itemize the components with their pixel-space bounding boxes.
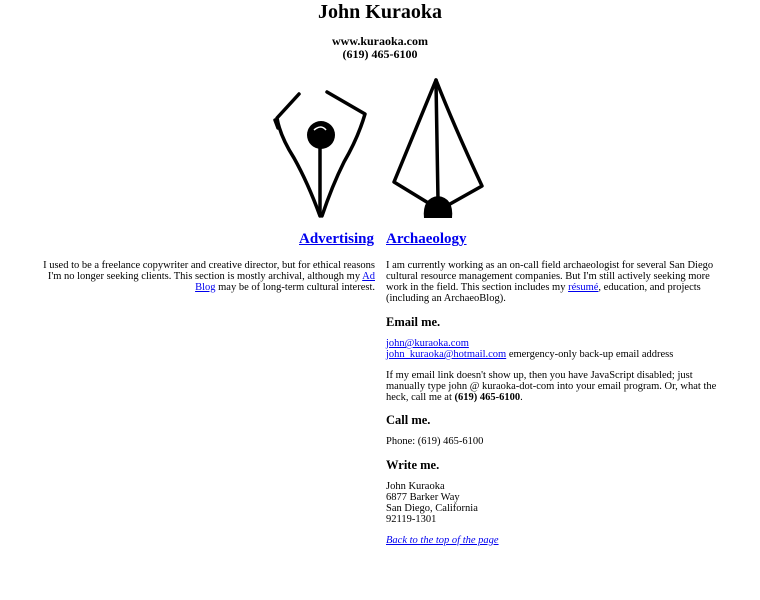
mailing-address: [386, 481, 732, 525]
phone-line: Phone: (619) 465-6100: [386, 436, 484, 447]
backup-email-note: emergency-only back-up email address: [506, 349, 674, 360]
resume-link[interactable]: résumé: [568, 282, 599, 293]
site-phone: (619) 465-6100: [342, 47, 418, 61]
advertising-text-after: may be of long-term cultural interest.: [215, 282, 375, 293]
archaeology-description: [386, 260, 732, 304]
site-title: John Kuraoka: [318, 1, 442, 23]
address-city: San Diego, California: [386, 503, 478, 514]
archaeology-text-before: I am currently working as an on-call field archaeologist for several San Diego cultural resource management companies. But I'm still actively seeking more work in the field. This section includes my: [386, 260, 714, 293]
javascript-note-end: .: [520, 392, 523, 403]
advertising-text-before: I used to be a freelance copywriter and creative director, but for ethical reasons I'm no longer seeking clients. This section is mostly archival, although my: [43, 260, 375, 282]
advertising-description: [30, 260, 375, 293]
email-block: [386, 338, 732, 360]
ad-blog-link[interactable]: Ad Blog: [195, 271, 375, 293]
archaeology-link[interactable]: Archaeology: [386, 231, 467, 247]
write-heading: Write me.: [386, 458, 440, 472]
pen-nib-icon: [272, 88, 370, 222]
primary-email-link[interactable]: john@kuraoka.com: [386, 338, 469, 349]
address-street: 6877 Barker Way: [386, 492, 460, 503]
javascript-note-text: If my email link doesn't show up, then you have JavaScript disabled; just manually type john @ kuraoka-dot-com into your email program. Or, what the heck, call me at: [386, 370, 717, 403]
back-to-top-link[interactable]: Back to the top of the page: [386, 535, 499, 546]
advertising-link[interactable]: Advertising: [299, 231, 374, 247]
javascript-note-phone: (619) 465-6100: [454, 392, 521, 403]
javascript-note: [386, 370, 732, 403]
backup-email-link[interactable]: john_kuraoka@hotmail.com: [386, 349, 507, 360]
address-name: John Kuraoka: [386, 481, 445, 492]
address-zip: 92119-1301: [386, 514, 437, 525]
email-heading: Email me.: [386, 315, 441, 329]
archaeology-column: [386, 260, 732, 546]
call-heading: Call me.: [386, 413, 431, 427]
trowel-icon: [388, 76, 486, 224]
site-url: www.kuraoka.com: [331, 34, 428, 48]
archaeology-text-after: , education, and projects (including an ArchaeoBlog).: [386, 282, 701, 304]
